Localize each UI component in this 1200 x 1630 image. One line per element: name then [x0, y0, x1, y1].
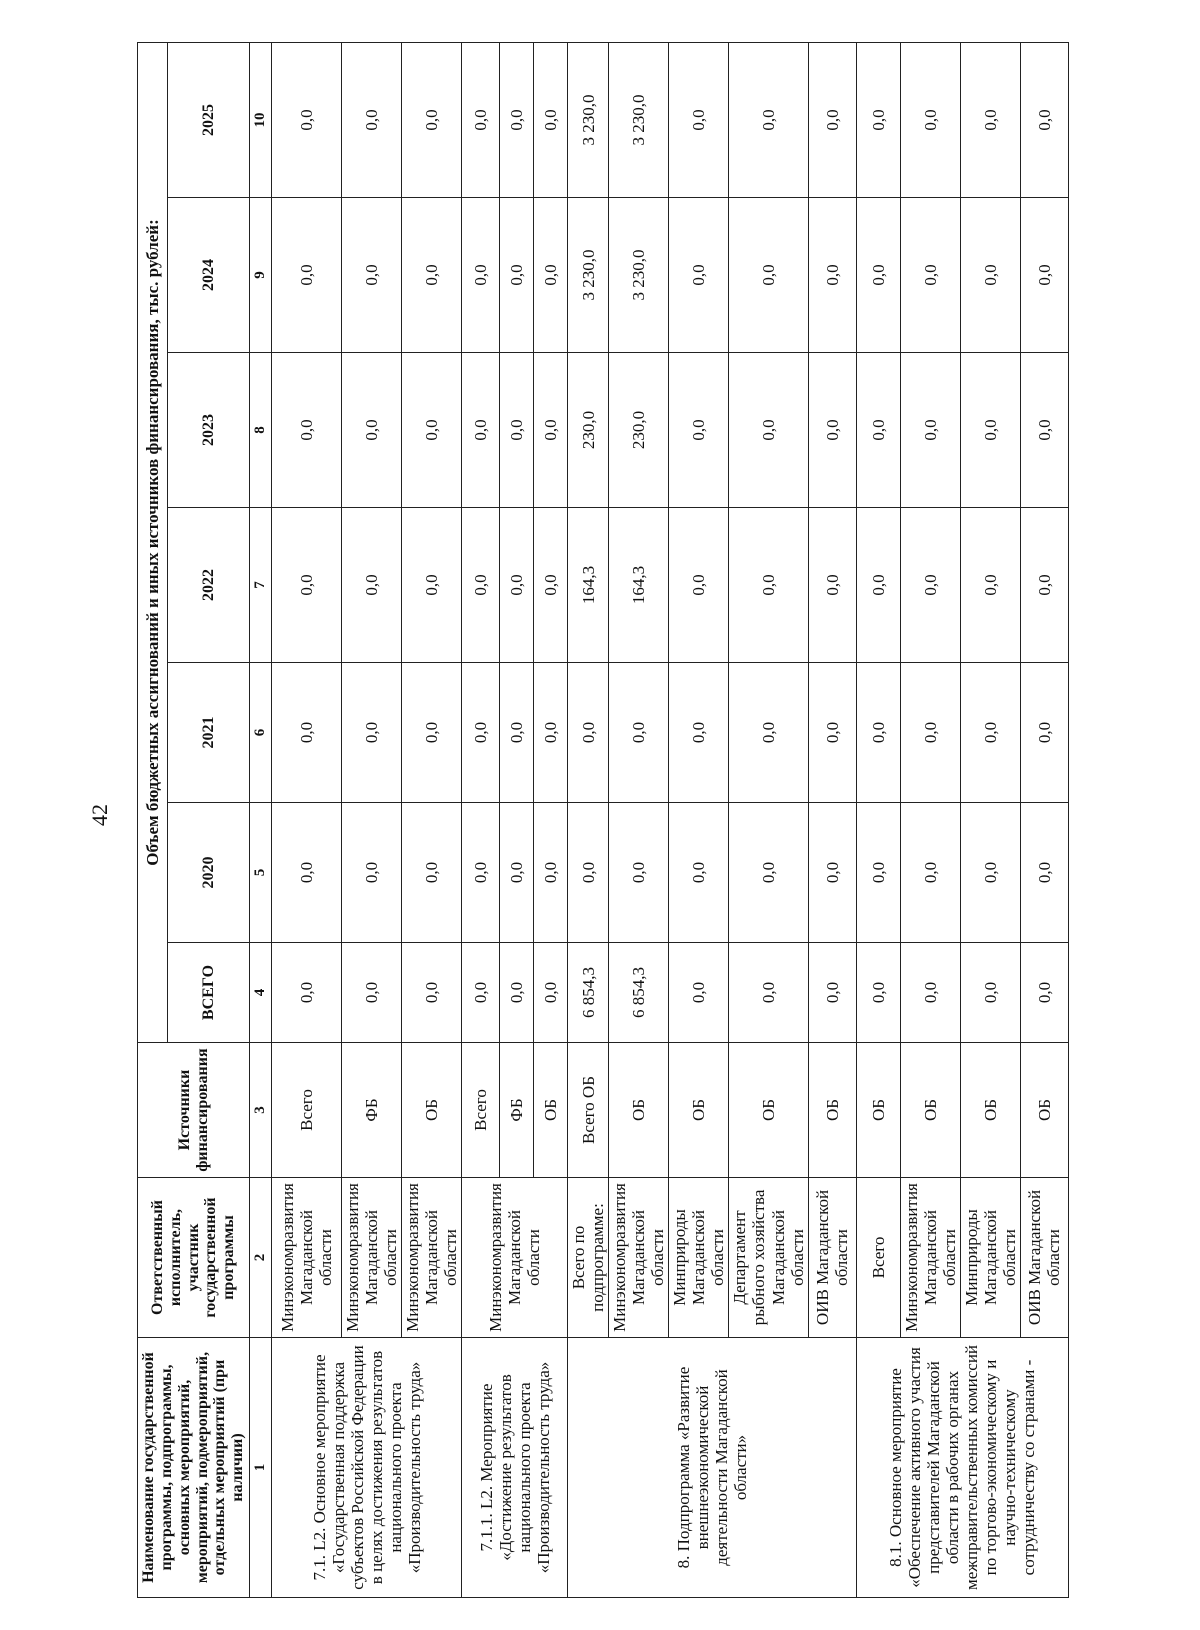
value-cell: 0,0 [729, 353, 808, 508]
value-cell: 0,0 [342, 663, 402, 803]
value-cell: 3 230,0 [568, 198, 609, 353]
value-cell: 230,0 [609, 353, 669, 508]
value-cell: 0,0 [342, 353, 402, 508]
value-cell: 0,0 [856, 198, 900, 353]
value-cell: 0,0 [856, 803, 900, 943]
value-cell: 0,0 [534, 803, 568, 943]
value-cell: 0,0 [342, 803, 402, 943]
value-cell: 0,0 [342, 943, 402, 1043]
value-cell: 164,3 [609, 508, 669, 663]
value-cell: 0,0 [808, 508, 856, 663]
source-cell: ФБ [500, 1043, 534, 1178]
value-cell: 0,0 [1020, 663, 1068, 803]
header-year: 2021 [168, 663, 250, 803]
value-cell: 0,0 [856, 508, 900, 663]
executor-cell: Минэкономразвития Магаданской области [272, 1178, 342, 1338]
value-cell: 0,0 [462, 803, 500, 943]
value-cell: 0,0 [272, 943, 342, 1043]
value-cell: 0,0 [534, 508, 568, 663]
value-cell: 0,0 [462, 508, 500, 663]
value-cell: 0,0 [960, 663, 1020, 803]
header-year: 2023 [168, 353, 250, 508]
value-cell: 0,0 [729, 943, 808, 1043]
value-cell: 0,0 [900, 943, 960, 1043]
header-year: 2024 [168, 198, 250, 353]
value-cell: 0,0 [808, 42, 856, 197]
source-cell: ОБ [856, 1043, 900, 1178]
value-cell: 0,0 [669, 353, 729, 508]
value-cell: 0,0 [960, 508, 1020, 663]
value-cell: 0,0 [960, 803, 1020, 943]
table-row [462, 42, 500, 1597]
value-cell: 0,0 [808, 198, 856, 353]
value-cell: 0,0 [669, 198, 729, 353]
value-cell: 0,0 [500, 803, 534, 943]
col-number: 1 [250, 1338, 272, 1598]
value-cell: 0,0 [960, 943, 1020, 1043]
value-cell: 0,0 [856, 663, 900, 803]
header-source: Источники финансирования [138, 1043, 250, 1178]
value-cell: 0,0 [272, 198, 342, 353]
value-cell: 0,0 [272, 803, 342, 943]
source-cell: ОБ [808, 1043, 856, 1178]
header-row-1 [138, 42, 168, 1597]
value-cell: 0,0 [402, 803, 462, 943]
source-cell: Всего [462, 1043, 500, 1178]
value-cell: 0,0 [669, 663, 729, 803]
value-cell: 0,0 [500, 353, 534, 508]
value-cell: 0,0 [856, 42, 900, 197]
value-cell: 0,0 [900, 508, 960, 663]
source-cell: Всего [272, 1043, 342, 1178]
table-row [272, 42, 342, 1597]
value-cell: 0,0 [1020, 198, 1068, 353]
activity-name: 8.1. Основное мероприятие «Обеспечение активного участия представителей Магаданской области в рабочих органах межправительственных комиссий по торгово-экономическому и научно-техническому сотрудничеству со странами - [856, 1338, 1068, 1598]
value-cell: 0,0 [568, 663, 609, 803]
header-year: ВСЕГО [168, 943, 250, 1043]
value-cell: 0,0 [808, 803, 856, 943]
value-cell: 0,0 [1020, 803, 1068, 943]
source-cell: ОБ [960, 1043, 1020, 1178]
source-cell: ОБ [534, 1043, 568, 1178]
value-cell: 0,0 [402, 198, 462, 353]
source-cell: ФБ [342, 1043, 402, 1178]
col-number: 2 [250, 1178, 272, 1338]
column-number-row [250, 42, 272, 1597]
value-cell: 0,0 [960, 353, 1020, 508]
executor-cell: Минэкономразвития Магаданской области [402, 1178, 462, 1338]
value-cell: 0,0 [402, 508, 462, 663]
executor-cell: ОИВ Магаданской области [808, 1178, 856, 1338]
header-budget-group: Объем бюджетных ассигнований и иных источников финансирования, тыс. рублей: [138, 42, 168, 1042]
source-cell: ОБ [402, 1043, 462, 1178]
value-cell: 0,0 [960, 42, 1020, 197]
value-cell: 0,0 [500, 198, 534, 353]
value-cell: 6 854,3 [609, 943, 669, 1043]
executor-cell: Минэкономразвития Магаданской области [342, 1178, 402, 1338]
value-cell: 0,0 [462, 943, 500, 1043]
source-cell: ОБ [729, 1043, 808, 1178]
value-cell: 0,0 [534, 943, 568, 1043]
source-cell: ОБ [900, 1043, 960, 1178]
value-cell: 0,0 [729, 198, 808, 353]
header-year: 2022 [168, 508, 250, 663]
value-cell: 0,0 [500, 508, 534, 663]
activity-name: 7.1.1. L2. Мероприятие «Достижение результатов национального проекта «Производительность труда» [462, 1338, 568, 1598]
value-cell: 0,0 [1020, 943, 1068, 1043]
value-cell: 0,0 [1020, 42, 1068, 197]
page-number: 42 [87, 804, 112, 826]
value-cell: 0,0 [900, 803, 960, 943]
executor-cell: Минприроды Магаданской области [669, 1178, 729, 1338]
value-cell: 0,0 [534, 353, 568, 508]
col-number: 8 [250, 353, 272, 508]
rotated-table-container [137, 43, 1065, 1598]
col-number: 9 [250, 198, 272, 353]
value-cell: 0,0 [272, 663, 342, 803]
value-cell: 0,0 [900, 353, 960, 508]
value-cell: 0,0 [402, 663, 462, 803]
value-cell: 0,0 [808, 943, 856, 1043]
value-cell: 0,0 [729, 663, 808, 803]
executor-cell: Минэкономразвития Магаданской области [609, 1178, 669, 1338]
value-cell: 0,0 [1020, 508, 1068, 663]
budget-table [137, 42, 1069, 1598]
col-number: 10 [250, 42, 272, 197]
value-cell: 0,0 [808, 353, 856, 508]
value-cell: 0,0 [500, 42, 534, 197]
col-number: 7 [250, 508, 272, 663]
value-cell: 0,0 [342, 198, 402, 353]
value-cell: 0,0 [272, 42, 342, 197]
value-cell: 0,0 [500, 663, 534, 803]
executor-cell: ОИВ Магаданской области [1020, 1178, 1068, 1338]
header-year: 2020 [168, 803, 250, 943]
table-row [856, 42, 900, 1597]
header-name: Наименование государственной программы, подпрограммы, основных мероприятий, мероприятий, подмероприятий, отдельных мероприятий (при наличии) [138, 1338, 250, 1598]
value-cell: 0,0 [272, 353, 342, 508]
value-cell: 0,0 [568, 803, 609, 943]
value-cell: 0,0 [856, 353, 900, 508]
executor-cell: Департамент рыбного хозяйства Магаданской области [729, 1178, 808, 1338]
executor-cell: Минэкономразвития Магаданской области [900, 1178, 960, 1338]
value-cell: 3 230,0 [568, 42, 609, 197]
value-cell: 0,0 [900, 663, 960, 803]
value-cell: 0,0 [1020, 353, 1068, 508]
value-cell: 0,0 [462, 42, 500, 197]
source-cell: ОБ [609, 1043, 669, 1178]
source-cell: ОБ [1020, 1043, 1068, 1178]
value-cell: 0,0 [609, 803, 669, 943]
value-cell: 0,0 [500, 943, 534, 1043]
col-number: 6 [250, 663, 272, 803]
value-cell: 0,0 [729, 42, 808, 197]
value-cell: 0,0 [808, 663, 856, 803]
value-cell: 3 230,0 [609, 198, 669, 353]
activity-name: 8. Подпрограмма «Развитие внешнеэкономической деятельности Магаданской области» [568, 1338, 856, 1598]
value-cell: 0,0 [669, 943, 729, 1043]
header-year: 2025 [168, 42, 250, 197]
value-cell: 0,0 [669, 803, 729, 943]
executor-cell: Всего [856, 1178, 900, 1338]
value-cell: 0,0 [402, 42, 462, 197]
value-cell: 0,0 [729, 508, 808, 663]
value-cell: 0,0 [534, 663, 568, 803]
value-cell: 164,3 [568, 508, 609, 663]
col-number: 5 [250, 803, 272, 943]
value-cell: 0,0 [900, 198, 960, 353]
value-cell: 0,0 [669, 42, 729, 197]
value-cell: 0,0 [534, 198, 568, 353]
value-cell: 0,0 [342, 508, 402, 663]
value-cell: 0,0 [402, 353, 462, 508]
activity-name: 7.1. L2. Основное мероприятие «Государственная поддержка субъектов Российской Федерации в целях достижения результатов национального проекта «Производительность труда» [272, 1338, 462, 1598]
value-cell: 0,0 [960, 198, 1020, 353]
value-cell: 0,0 [402, 943, 462, 1043]
executor-cell: Минприроды Магаданской области [960, 1178, 1020, 1338]
table-row [568, 42, 609, 1597]
value-cell: 0,0 [462, 198, 500, 353]
value-cell: 0,0 [342, 42, 402, 197]
value-cell: 0,0 [534, 42, 568, 197]
executor-cell: Всего по подпрограмме: [568, 1178, 609, 1338]
value-cell: 230,0 [568, 353, 609, 508]
executor-cell: Минэкономразвития Магаданской области [462, 1178, 568, 1338]
source-cell: ОБ [669, 1043, 729, 1178]
header-executor: Ответственный исполнитель, участник государственной программы [138, 1178, 250, 1338]
value-cell: 0,0 [729, 803, 808, 943]
value-cell: 0,0 [900, 42, 960, 197]
value-cell: 0,0 [669, 508, 729, 663]
value-cell: 0,0 [609, 663, 669, 803]
value-cell: 3 230,0 [609, 42, 669, 197]
value-cell: 6 854,3 [568, 943, 609, 1043]
value-cell: 0,0 [462, 663, 500, 803]
col-number: 3 [250, 1043, 272, 1178]
value-cell: 0,0 [462, 353, 500, 508]
value-cell: 0,0 [856, 943, 900, 1043]
value-cell: 0,0 [272, 508, 342, 663]
col-number: 4 [250, 943, 272, 1043]
source-cell: Всего ОБ [568, 1043, 609, 1178]
